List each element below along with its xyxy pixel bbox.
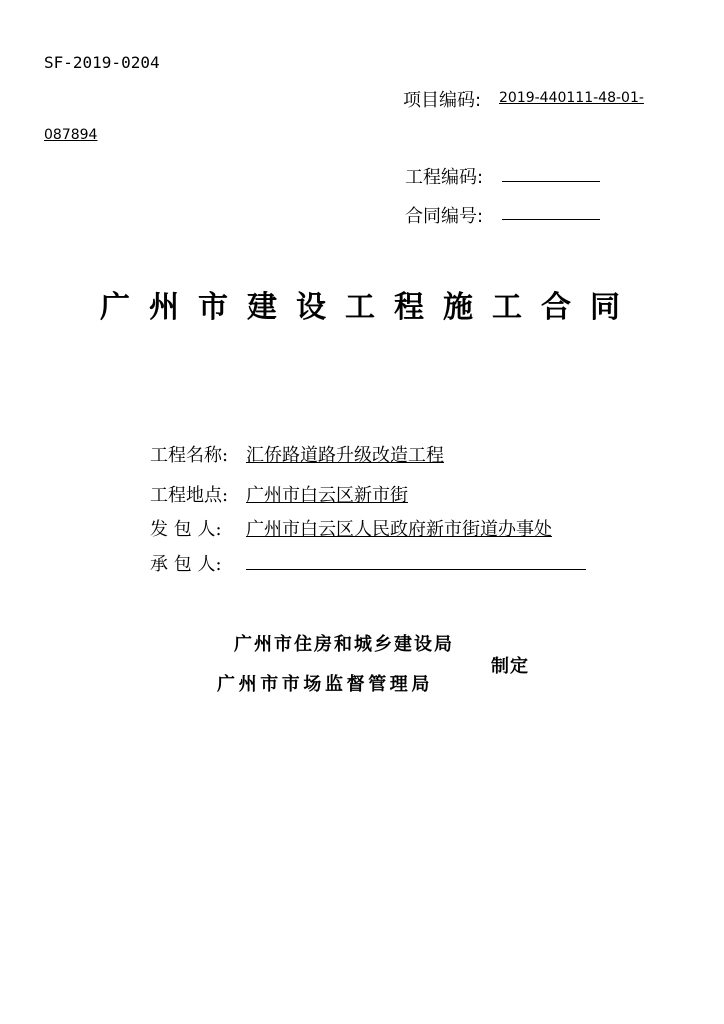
document-title	[100, 282, 620, 326]
title-char: 工	[492, 290, 522, 325]
contractor-row	[150, 550, 586, 576]
title-char: 工	[345, 290, 375, 325]
employer-value: 广州市白云区人民政府新市街道办事处	[246, 519, 552, 540]
project-name-label: 工程名称:	[150, 445, 229, 466]
title-char: 广	[100, 290, 130, 325]
contract-code-label: 合同编号:	[405, 206, 484, 227]
project-code-value-continued: 087894	[44, 127, 98, 143]
contractor-label: 承 包 人:	[150, 554, 222, 575]
title-char: 市	[198, 290, 228, 325]
title-char: 建	[247, 290, 277, 325]
project-location-value: 广州市白云区新市街	[246, 485, 408, 506]
title-char: 合	[541, 290, 571, 325]
issued-label: 制定	[491, 656, 529, 677]
issuer-market-bureau: 广州市市场监督管理局	[217, 674, 433, 695]
contractor-blank-line	[246, 551, 586, 570]
issuer-housing-bureau: 广州市住房和城乡建设局	[234, 634, 454, 655]
engineering-code-label: 工程编码:	[405, 167, 484, 188]
employer-label: 发 包 人:	[150, 519, 222, 540]
employer-row	[150, 515, 552, 541]
project-location-row	[150, 481, 408, 507]
project-name-value: 汇侨路道路升级改造工程	[246, 445, 444, 466]
title-char: 同	[590, 290, 620, 325]
project-location-label: 工程地点:	[150, 485, 229, 506]
project-name-row	[150, 441, 444, 467]
title-char: 程	[394, 290, 424, 325]
project-code-label: 项目编码:	[403, 90, 482, 111]
contract-code-blank-line	[502, 219, 600, 220]
engineering-code-blank-line	[502, 181, 600, 182]
title-char: 施	[443, 290, 473, 325]
title-char: 州	[149, 290, 179, 325]
project-code-value: 2019-440111-48-01-	[499, 90, 644, 106]
form-code: SF-2019-0204	[44, 53, 160, 72]
title-char: 设	[296, 290, 326, 325]
